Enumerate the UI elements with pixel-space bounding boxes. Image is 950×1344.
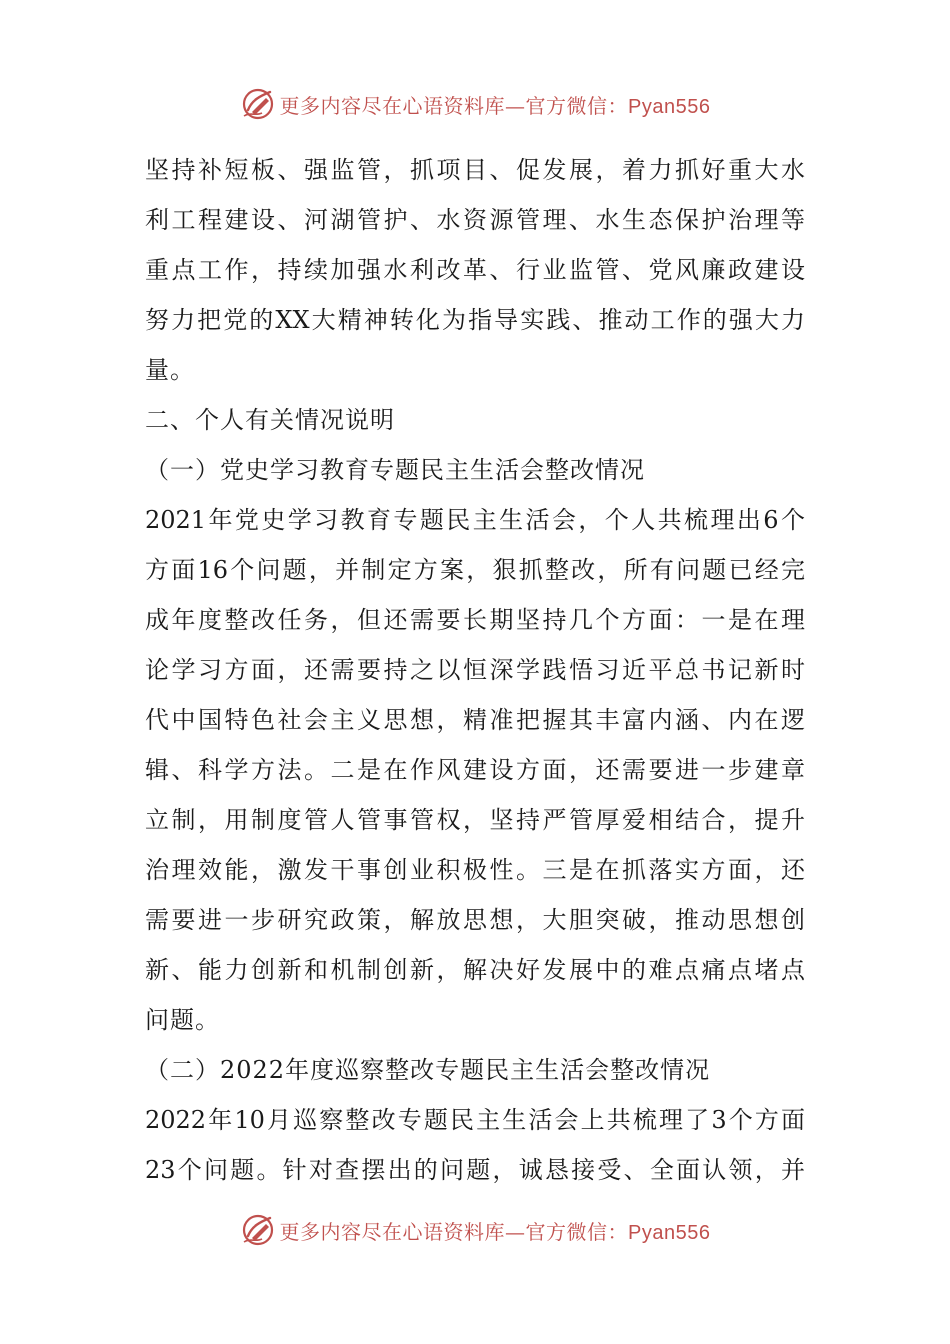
text-line: 2022年10月巡察整改专题民主生活会上共梳理了3个方面 — [145, 1106, 805, 1134]
text-line: 需要进一步研究政策，解放思想，大胆突破，推动思想创 — [145, 906, 805, 934]
text-line: 立制，用制度管人管事管权，坚持严管厚爱相结合，提升 — [145, 806, 805, 834]
wechat-handle: Pyan556 — [628, 95, 711, 118]
text-line: 坚持补短板、强监管，抓项目、促发展，着力抓好重大水 — [145, 156, 805, 184]
footer-banner — [0, 1210, 950, 1250]
text-line: 论学习方面，还需要持之以恒深学践悟习近平总书记新时 — [145, 656, 805, 684]
text-line: 代中国特色社会主义思想，精准把握其丰富内涵、内在逻 — [145, 706, 805, 734]
section-heading: 二、个人有关情况说明 — [145, 406, 395, 434]
banner-text: 更多内容尽在心语资料库—官方微信：Pyan556 — [279, 93, 711, 118]
subsection-heading: （二）2022年度巡察整改专题民主生活会整改情况 — [145, 1056, 711, 1084]
text-line: 成年度整改任务，但还需要长期坚持几个方面：一是在理 — [145, 606, 805, 634]
text-line: 新、能力创新和机制创新，解决好发展中的难点痛点堵点 — [145, 956, 805, 984]
text-line: 努力把党的XX大精神转化为指导实践、推动工作的强大力 — [145, 306, 805, 334]
wechat-handle: Pyan556 — [628, 1221, 711, 1244]
document-body — [145, 145, 805, 1195]
pen-circle-logo-icon — [240, 1212, 276, 1248]
text-line: 问题。 — [145, 1006, 220, 1034]
text-line: 重点工作，持续加强水利改革、行业监管、党风廉政建设 — [145, 256, 805, 284]
text-line: 利工程建设、河湖管护、水资源管理、水生态保护治理等 — [145, 206, 805, 234]
text-line: 2021年党史学习教育专题民主生活会，个人共梳理出6个 — [145, 506, 805, 534]
text-line: 23个问题。针对查摆出的问题，诚恳接受、全面认领，并 — [145, 1156, 805, 1184]
text-line: 治理效能，激发干事创业积极性。三是在抓落实方面，还 — [145, 856, 805, 884]
text-line: 辑、科学方法。二是在作风建设方面，还需要进一步建章 — [145, 756, 805, 784]
text-line: 量。 — [145, 356, 195, 384]
subsection-heading: （一）党史学习教育专题民主生活会整改情况 — [145, 456, 645, 484]
pen-circle-logo-icon — [240, 86, 276, 122]
header-banner — [0, 84, 950, 124]
text-line: 方面16个问题，并制定方案，狠抓整改，所有问题已经完 — [145, 556, 805, 584]
banner-text: 更多内容尽在心语资料库—官方微信：Pyan556 — [279, 1219, 711, 1244]
